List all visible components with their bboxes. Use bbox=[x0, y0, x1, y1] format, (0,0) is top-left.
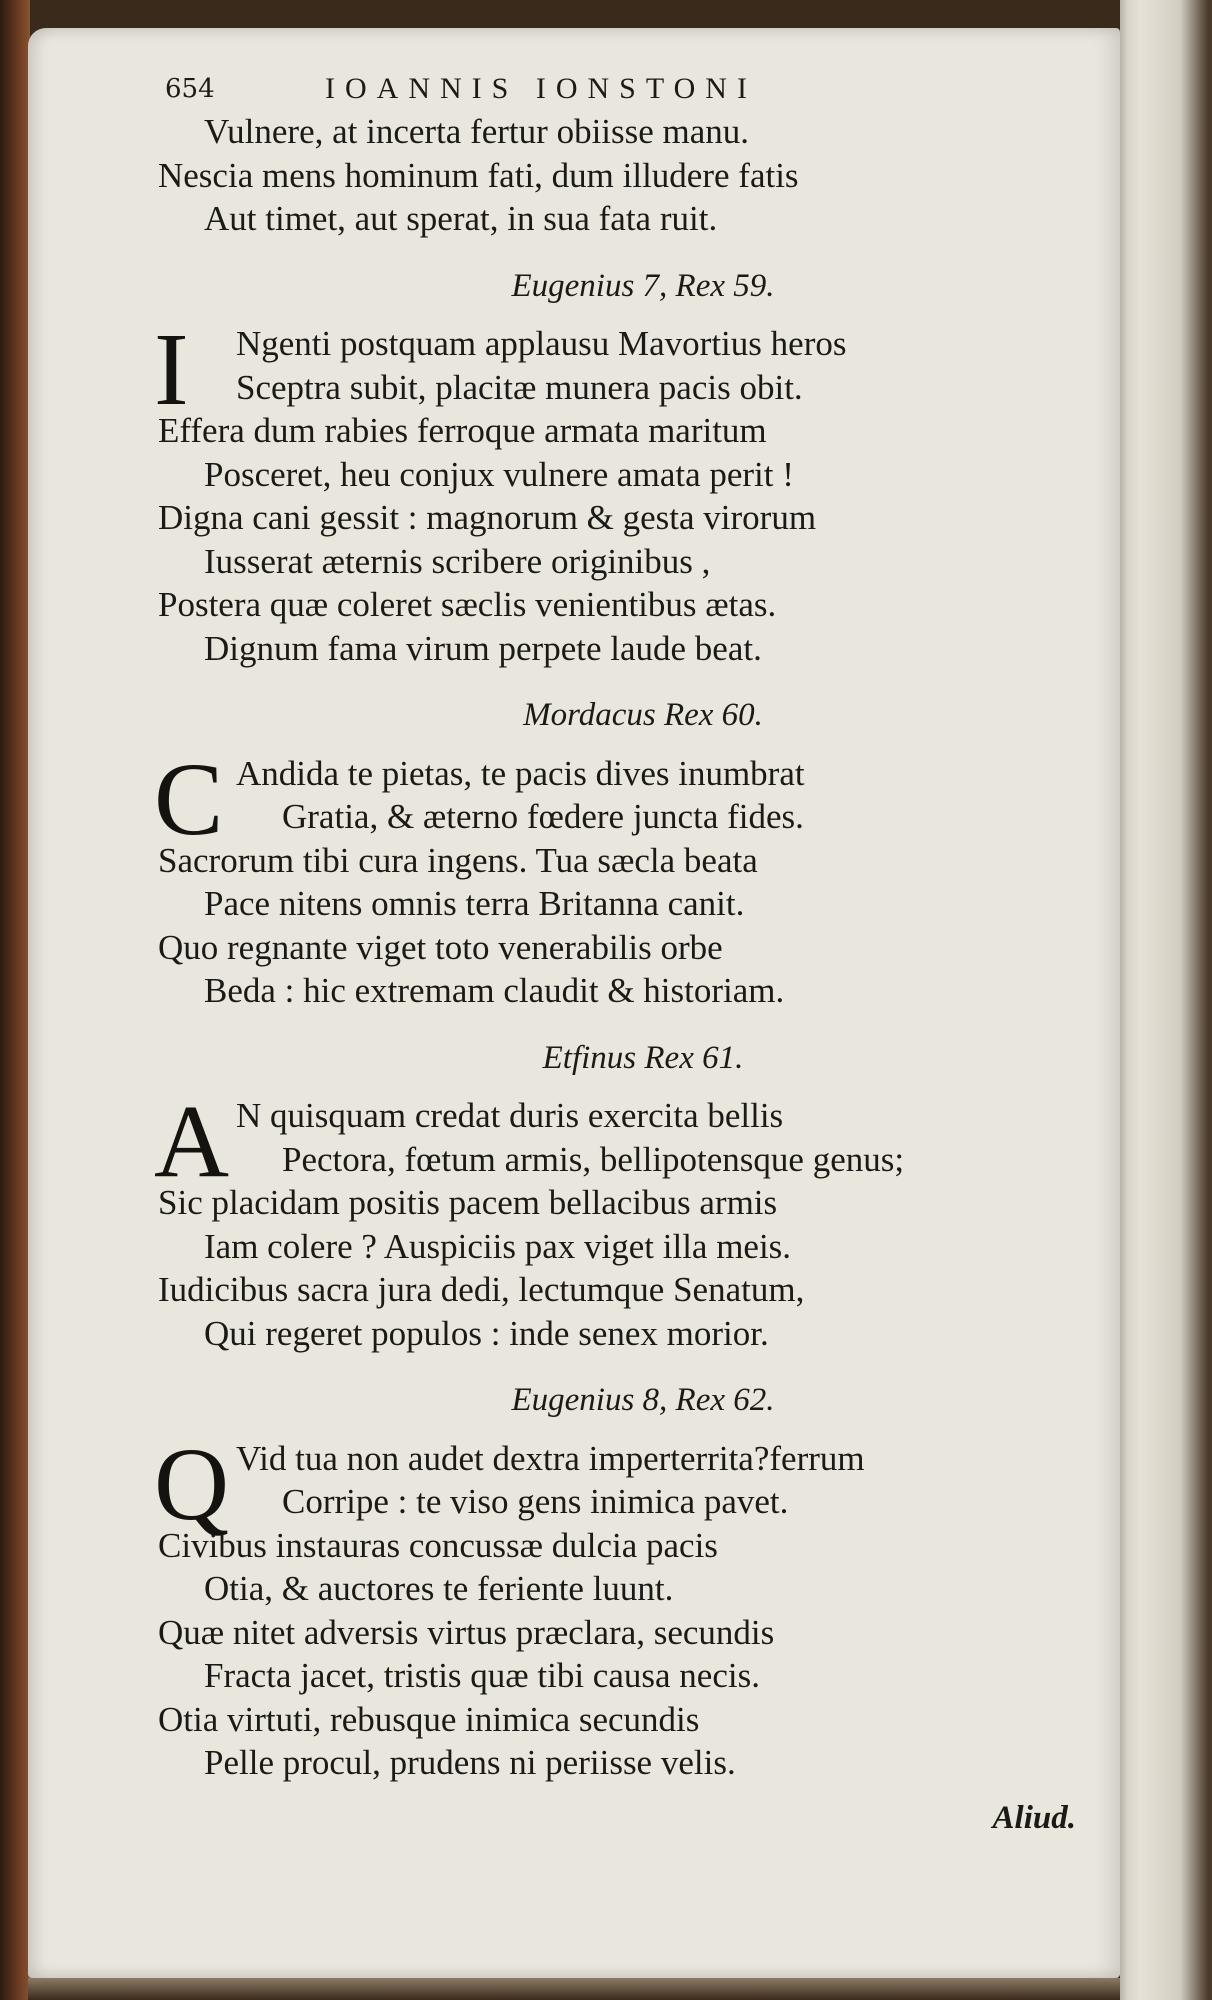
drop-cap: C bbox=[154, 741, 224, 857]
catchword: Aliud. bbox=[992, 1799, 1076, 1836]
verse-line: Nescia mens hominum fati, dum illudere fatis bbox=[158, 155, 799, 195]
poem-title: Etfinus Rex 61. bbox=[542, 1039, 744, 1076]
book-binding-left bbox=[0, 0, 30, 2000]
text-block bbox=[154, 110, 1088, 1840]
poem-title: Eugenius 8, Rex 62. bbox=[511, 1382, 775, 1418]
drop-cap: Q bbox=[154, 1426, 230, 1542]
verse-line: Vid tua non audet dextra imperterrita?ferrum bbox=[236, 1438, 865, 1478]
verse-line: Civibus instauras concussæ dulcia pacis bbox=[158, 1525, 718, 1565]
verse-line: Pace nitens omnis terra Britanna canit. bbox=[204, 884, 745, 923]
verse-line: Iudicibus sacra jura dedi, lectumque Senatum, bbox=[158, 1270, 805, 1309]
verse-line: Digna cani gessit : magnorum & gesta virorum bbox=[158, 498, 817, 537]
verse-line: Posceret, heu conjux vulnere amata perit ! bbox=[204, 454, 794, 494]
verse-line: Corripe : te viso gens inimica pavet. bbox=[282, 1482, 789, 1521]
verse-line: Gratia, & æterno fœdere juncta fides. bbox=[282, 797, 804, 836]
verse-line: Otia virtuti, rebusque inimica secundis bbox=[158, 1699, 700, 1739]
verse-line: Otia, & auctores te feriente luunt. bbox=[204, 1569, 674, 1608]
poem bbox=[154, 1084, 1088, 1355]
verse-line: Sceptra subit, placitæ munera pacis obit. bbox=[236, 367, 803, 407]
running-head: IOANNIS IONSTONI bbox=[325, 72, 757, 105]
verse-line: Ngenti postquam applausu Mavortius heros bbox=[236, 324, 847, 363]
book-bottom-edge bbox=[28, 1978, 1120, 2000]
verse-line: Beda : hic extremam claudit & historiam. bbox=[204, 971, 785, 1010]
verse-line: Effera dum rabies ferroque armata maritum bbox=[158, 411, 767, 450]
poem bbox=[154, 1426, 1088, 1785]
verse-line: Postera quæ coleret sæclis venientibus ætas. bbox=[158, 585, 777, 624]
verse-line: N quisquam credat duris exercita bellis bbox=[236, 1096, 784, 1135]
verse-line: Qui regeret populos : inde senex morior. bbox=[204, 1313, 769, 1353]
poem-title: Mordacus Rex 60. bbox=[523, 697, 763, 733]
verse-line: Dignum fama virum perpete laude beat. bbox=[204, 628, 762, 668]
verse-line: Andida te pietas, te pacis dives inumbrat bbox=[236, 753, 805, 793]
verse-line: Sic placidam positis pacem bellacibus armis bbox=[158, 1183, 778, 1222]
facing-page-edge bbox=[1120, 0, 1212, 2000]
verse-line: Quæ nitet adversis virtus præclara, secundis bbox=[158, 1612, 775, 1652]
verse-line: Iam colere ? Auspiciis pax viget illa meis. bbox=[204, 1226, 792, 1266]
drop-cap: I bbox=[154, 312, 189, 427]
page-header bbox=[165, 72, 925, 112]
poem bbox=[154, 312, 1088, 670]
page-number: 654 bbox=[165, 74, 215, 104]
poem-title: Eugenius 7, Rex 59. bbox=[511, 267, 775, 304]
verse-line: Aut timet, aut sperat, in sua fata ruit. bbox=[204, 199, 718, 238]
poem bbox=[154, 741, 1088, 1013]
verse-line: Vulnere, at incerta fertur obiisse manu. bbox=[204, 112, 750, 151]
drop-cap: A bbox=[154, 1084, 230, 1199]
verse-line: Sacrorum tibi cura ingens. Tua sæcla beata bbox=[158, 840, 758, 880]
verse-line: Fracta jacet, tristis quæ tibi causa necis. bbox=[204, 1656, 760, 1695]
verse-line: Quo regnante viget toto venerabilis orbe bbox=[158, 927, 723, 967]
verse-line: Pelle procul, prudens ni periisse velis. bbox=[204, 1743, 736, 1782]
verse-line: Iusserat æternis scribere originibus , bbox=[204, 541, 711, 581]
verse-line: Pectora, fœtum armis, bellipotensque genus; bbox=[282, 1139, 905, 1179]
